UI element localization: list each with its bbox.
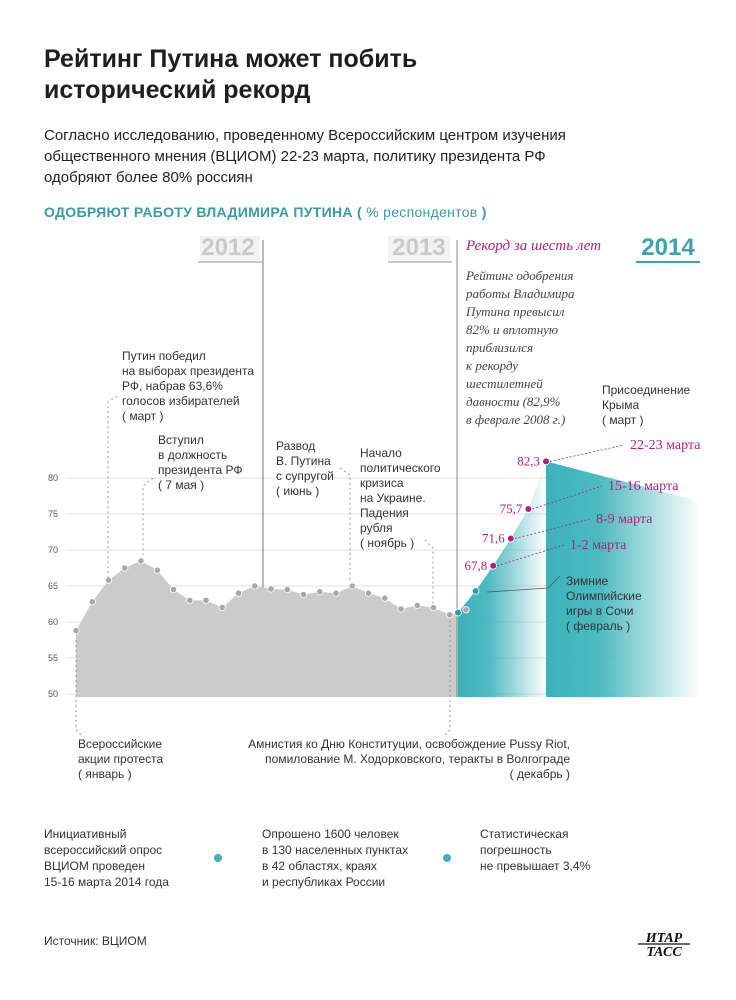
ann-ukraine-l2: политического bbox=[360, 461, 441, 475]
year-2014-label: 2014 bbox=[641, 234, 695, 261]
ann-crimea-l1: Присоединение bbox=[602, 383, 691, 397]
data-point-gray bbox=[382, 595, 388, 601]
annotation-ukraine bbox=[360, 446, 441, 605]
point-value-label: 67,8 bbox=[464, 557, 488, 573]
leader-inauguration bbox=[143, 478, 153, 555]
ann-ukraine-l1: Начало bbox=[360, 446, 402, 460]
record-text-l5: приблизился bbox=[466, 340, 534, 355]
point-date-label: 1-2 марта bbox=[570, 538, 627, 553]
data-point-2014 bbox=[472, 588, 479, 595]
ann-elected-l5: ( март ) bbox=[122, 409, 164, 423]
data-point-gray bbox=[219, 604, 225, 610]
ann-olympics-l3: игры в Сочи bbox=[566, 604, 634, 618]
chart-heading-close: ) bbox=[481, 204, 487, 220]
data-point-gray bbox=[252, 583, 258, 589]
ann-amnesty-l1: Амнистия ко Дню Конституции, освобождение Pussy Riot, bbox=[248, 737, 570, 751]
ann-olympics-l2: Олимпийские bbox=[566, 589, 642, 603]
ann-ukraine-l4: на Украине. bbox=[360, 491, 426, 505]
year-2013-label: 2013 bbox=[392, 234, 446, 261]
data-point-gray bbox=[284, 586, 290, 592]
ann-divorce-l1: Развод bbox=[276, 439, 316, 453]
footer-respondents bbox=[262, 826, 432, 890]
data-point-gray bbox=[333, 590, 339, 596]
data-point-2014 bbox=[455, 609, 462, 616]
logo-line-2: ТАСС bbox=[646, 945, 682, 959]
data-point-gray bbox=[268, 586, 274, 592]
approval-area-2014 bbox=[458, 461, 546, 697]
ann-divorce-l4: ( июнь ) bbox=[276, 484, 320, 498]
point-date-label: 22-23 марта bbox=[630, 438, 701, 453]
record-heading: Рекорд за шесть лет bbox=[466, 238, 602, 254]
data-point-gray bbox=[154, 567, 160, 573]
approval-area-2012-2013 bbox=[76, 561, 466, 697]
ytick-65: 65 bbox=[47, 581, 58, 591]
ytick-60: 60 bbox=[47, 617, 58, 627]
subtitle-line-2: общественного мнения (ВЦИОМ) 22-23 марта, политику президента РФ bbox=[44, 148, 546, 165]
title-line-2: исторический рекорд bbox=[44, 76, 311, 104]
data-point-gray bbox=[365, 590, 371, 596]
ann-elected-l1: Путин победил bbox=[122, 349, 206, 363]
ann-inauguration-l1: Вступил bbox=[158, 433, 204, 447]
point-value-label: 75,7 bbox=[499, 501, 523, 516]
data-point-gray bbox=[73, 627, 79, 633]
logo-line-1: ИТАР bbox=[645, 931, 683, 946]
data-point-gray bbox=[235, 590, 241, 596]
data-point-2014 bbox=[507, 535, 514, 542]
record-text-l4: 82% и вплотную bbox=[466, 322, 559, 337]
ann-ukraine-l6: рубля bbox=[360, 521, 393, 535]
data-point-gray bbox=[300, 591, 306, 597]
data-point-gray bbox=[430, 604, 436, 610]
data-point-gray bbox=[447, 612, 453, 618]
point-value-label: 71,6 bbox=[482, 530, 505, 546]
data-point-gray bbox=[89, 599, 95, 605]
ann-amnesty-l2: помилование М. Ходорковского, теракты в Волгограде bbox=[265, 752, 570, 766]
footer-error-margin bbox=[480, 826, 630, 874]
record-text-l3: Путина превысил bbox=[466, 304, 565, 319]
ann-protests-l3: ( январь ) bbox=[78, 767, 132, 781]
ann-ukraine-l3: кризиса bbox=[360, 476, 404, 490]
ann-elected-l3: РФ, набрав 63,6% bbox=[122, 379, 223, 393]
point-date-label: 8-9 марта bbox=[596, 512, 653, 527]
ann-crimea-l2: Крыма bbox=[602, 398, 640, 412]
subtitle-line-1: Согласно исследованию, проведенному Всероссийским центром изучения bbox=[44, 127, 566, 144]
title-line-1: Рейтинг Путина может побить bbox=[44, 45, 418, 73]
chart-heading-unit: % респондентов bbox=[361, 204, 482, 220]
record-text-l9: в феврале 2008 г.) bbox=[466, 412, 566, 427]
data-point-gray bbox=[398, 606, 404, 612]
data-point-gray bbox=[414, 602, 420, 608]
data-point-2014 bbox=[543, 458, 550, 465]
data-point-gray bbox=[138, 558, 144, 564]
annotation-inauguration bbox=[143, 433, 242, 555]
ann-olympics-l1: Зимние bbox=[566, 574, 609, 588]
record-description bbox=[465, 268, 575, 427]
record-text-l2: работы Владимира bbox=[466, 286, 575, 301]
ann-elected-l4: голосов избирателей bbox=[122, 394, 240, 408]
footer-col1-l4: 15-16 марта 2014 года bbox=[44, 875, 169, 889]
record-text-l6: к рекорду bbox=[466, 358, 519, 373]
footer-col2-l3: в 42 областях, краях bbox=[262, 859, 377, 873]
data-point-gray bbox=[317, 589, 323, 595]
y-axis-ticks bbox=[48, 473, 58, 699]
data-point-gray bbox=[122, 565, 128, 571]
record-text-l8: давности (82,9% bbox=[466, 394, 561, 409]
ann-ukraine-l5: Падения bbox=[360, 506, 409, 520]
footer-col1-l1: Инициативный bbox=[44, 827, 127, 841]
footer-col3-l3: не превышает 3,4% bbox=[480, 859, 591, 873]
ytick-80: 80 bbox=[47, 473, 58, 483]
footer-col3-l1: Статистическая bbox=[480, 827, 569, 841]
annotation-crimea bbox=[602, 383, 691, 427]
ann-divorce-l2: В. Путина bbox=[276, 454, 331, 468]
ann-amnesty-l3: ( декабрь ) bbox=[509, 767, 570, 781]
record-text-l1: Рейтинг одобрения bbox=[466, 268, 574, 283]
annotation-divorce bbox=[276, 439, 350, 580]
footer-bullet-1 bbox=[214, 854, 222, 862]
record-text-l7: шестилетней bbox=[466, 376, 543, 391]
ytick-75: 75 bbox=[47, 509, 58, 519]
point-date-leader bbox=[550, 445, 624, 461]
ann-inauguration-l3: президента РФ bbox=[158, 463, 243, 477]
ann-inauguration-l4: ( 7 мая ) bbox=[158, 478, 205, 492]
itar-tass-logo bbox=[634, 929, 694, 959]
data-point-2014 bbox=[490, 562, 497, 569]
ytick-50: 50 bbox=[47, 689, 58, 699]
ann-divorce-l3: с супругой bbox=[276, 469, 334, 483]
ytick-55: 55 bbox=[47, 653, 58, 663]
ann-protests-l1: Всероссийские bbox=[78, 737, 163, 751]
ann-elected-l2: на выборах президента bbox=[122, 364, 254, 378]
chart-heading-title: ОДОБРЯЮТ РАБОТУ ВЛАДИМИРА ПУТИНА ( bbox=[44, 204, 362, 220]
footer-col2-l4: и республиках России bbox=[262, 875, 386, 889]
source-note: Источник: ВЦИОМ bbox=[44, 934, 147, 948]
ann-protests-l2: акции протеста bbox=[78, 752, 164, 766]
ann-olympics-l4: ( февраль ) bbox=[566, 619, 631, 633]
footer-col2-l2: в 130 населенных пунктах bbox=[262, 843, 409, 857]
data-point-gray bbox=[203, 597, 209, 603]
data-point-gray bbox=[349, 583, 355, 589]
data-point-gray bbox=[463, 607, 469, 613]
ann-inauguration-l2: в должность bbox=[158, 448, 228, 462]
footer-col3-l2: погрешность bbox=[480, 843, 552, 857]
footer-col1-l2: всероссийский опрос bbox=[44, 843, 163, 857]
data-point-gray bbox=[170, 586, 176, 592]
subtitle-line-3: одобряют более 80% россиян bbox=[44, 169, 253, 186]
year-2012-label: 2012 bbox=[201, 234, 255, 261]
leader-elected bbox=[108, 396, 117, 580]
leader-divorce bbox=[340, 468, 350, 580]
point-value-label: 82,3 bbox=[517, 453, 540, 469]
data-point-2014 bbox=[525, 506, 532, 513]
footer-bullet-2 bbox=[443, 854, 451, 862]
ann-crimea-l3: ( март ) bbox=[602, 413, 644, 427]
ytick-70: 70 bbox=[47, 545, 58, 555]
footer-survey-info bbox=[44, 826, 214, 890]
point-date-label: 15-16 марта bbox=[608, 479, 679, 494]
footer-col2-l1: Опрошено 1600 человек bbox=[262, 827, 399, 841]
ann-ukraine-l7: ( ноябрь ) bbox=[360, 536, 415, 550]
data-point-gray bbox=[187, 597, 193, 603]
footer-col1-l3: ВЦИОМ проведен bbox=[44, 859, 145, 873]
